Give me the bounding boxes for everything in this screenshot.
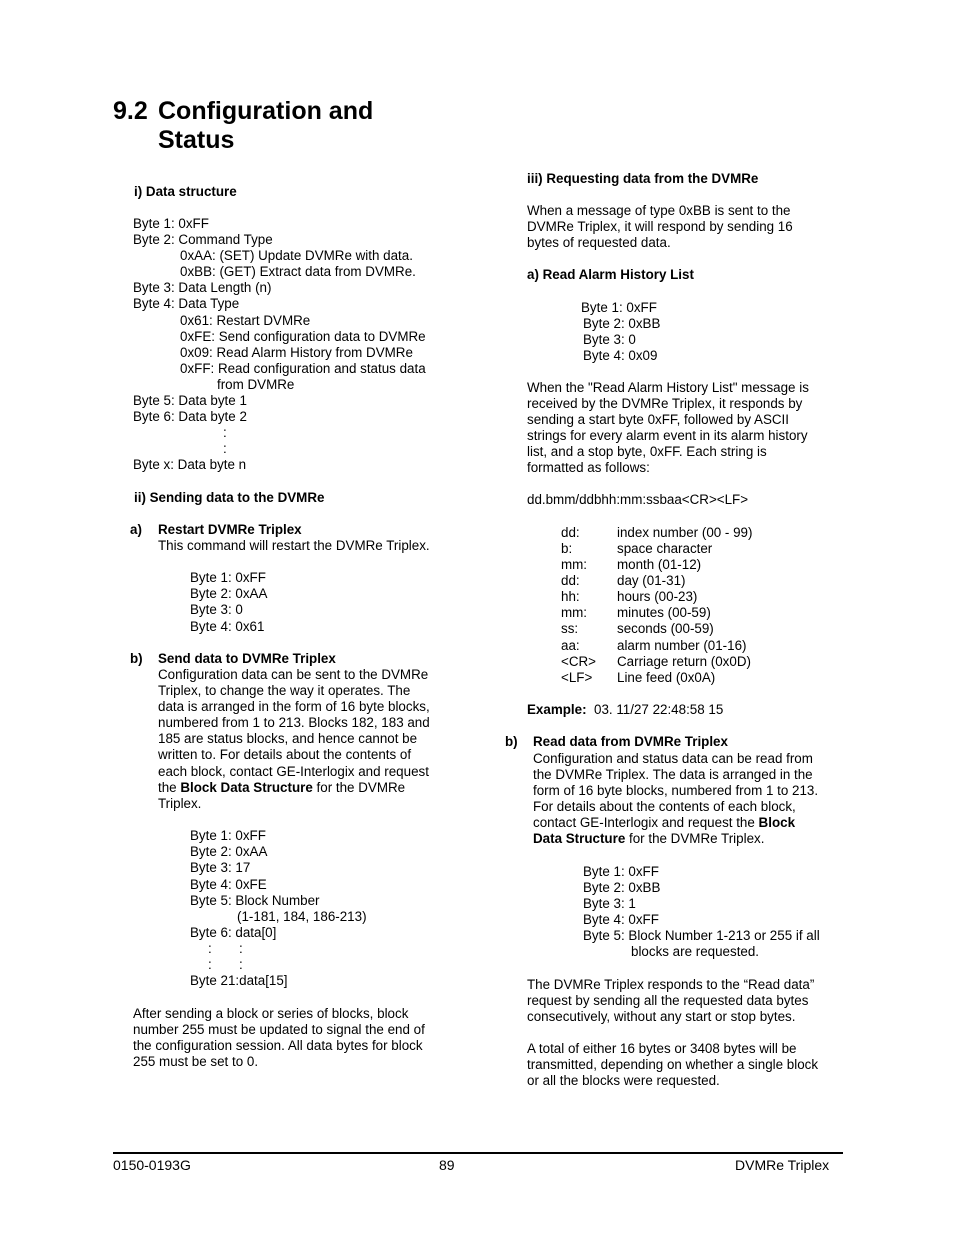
byte-line: Byte 1: 0xFF [581, 300, 657, 315]
byte-line: Byte 5: Data byte 1 [133, 393, 247, 408]
list-label: b) [505, 734, 518, 749]
byte-line: Byte 2: 0xAA [190, 844, 268, 859]
read-data-heading: Read data from DVMRe Triplex [533, 734, 728, 749]
footer-product: DVMRe Triplex [735, 1157, 830, 1173]
byte-line: Byte 5: Block Number 1-213 or 255 if all [583, 928, 820, 943]
sending-data-heading: ii) Sending data to the DVMRe [134, 490, 325, 505]
paragraph-line [158, 780, 405, 796]
paragraph-line: consecutively, without any start or stop bytes. [527, 1009, 796, 1024]
paragraph-line: written to. For details about the contents of [158, 747, 412, 762]
field-desc: hours (00-23) [617, 589, 698, 604]
byte-line: Byte 1: 0xFF [583, 864, 659, 879]
paragraph-line: The DVMRe Triplex responds to the “Read data” [527, 977, 815, 992]
byte-line: Byte 21:data[15] [190, 973, 288, 988]
paragraph-line: strings for every alarm event in its alarm history [527, 428, 808, 443]
ellipsis: : [239, 957, 243, 972]
field-desc: minutes (00-59) [617, 605, 711, 620]
byte-line: Byte 3: 17 [190, 860, 251, 875]
data-structure-heading: i) Data structure [134, 184, 237, 199]
list-label: b) [130, 651, 143, 666]
paragraph-line: numbered from 1 to 213. Blocks 182, 183 and [158, 715, 430, 730]
restart-heading: Restart DVMRe Triplex [158, 522, 302, 537]
section-number: 9.2 [113, 97, 148, 125]
byte-option: 0x61: Restart DVMRe [180, 313, 311, 328]
bold-term: Block [758, 815, 796, 830]
footer-page-number: 89 [439, 1157, 455, 1173]
byte-option-cont: from DVMRe [217, 377, 295, 392]
paragraph-line [533, 831, 764, 847]
byte-line: Byte 6: data[0] [190, 925, 277, 940]
byte-option: 0xFE: Send configuration data to DVMRe [180, 329, 426, 344]
text-run: for the DVMRe [312, 780, 406, 795]
read-alarm-heading: a) Read Alarm History List [527, 267, 694, 282]
field-desc: Carriage return (0x0D) [617, 654, 751, 669]
paragraph-line [533, 815, 795, 831]
paragraph-line: or all the blocks were requested. [527, 1073, 720, 1088]
paragraph-line: Triplex, to change the way it operates. The [158, 683, 411, 698]
ellipsis: : [223, 441, 227, 456]
paragraph-line: the configuration session. All data bytes for block [133, 1038, 423, 1053]
paragraph-line: After sending a block or series of blocks, block [133, 1006, 409, 1021]
paragraph-line: 185 are status blocks, and hence cannot be [158, 731, 418, 746]
text-run: contact GE-Interlogix and request the [533, 815, 759, 830]
paragraph-line: DVMRe Triplex, it will respond by sending 16 [527, 219, 793, 234]
list-label: a) [130, 522, 142, 537]
byte-line: Byte 4: Data Type [133, 296, 240, 311]
example-value: 03. 11/27 22:48:58 15 [594, 702, 724, 717]
requesting-data-heading: iii) Requesting data from the DVMRe [527, 171, 759, 186]
field-key: hh: [561, 589, 580, 604]
field-key: mm: [561, 605, 588, 620]
paragraph-line: each block, contact GE-Interlogix and request [158, 764, 429, 779]
field-key: aa: [561, 638, 580, 653]
byte-line: Byte 4: 0x09 [583, 348, 658, 363]
byte-option: 0xFF: Read configuration and status data [180, 361, 426, 376]
byte-line-cont: blocks are requested. [631, 944, 760, 959]
byte-line: Byte 2: Command Type [133, 232, 273, 247]
byte-line: Byte 2: 0xBB [583, 316, 661, 331]
footer-rule [113, 1152, 843, 1154]
example-label: Example: [527, 702, 587, 717]
byte-line: Byte 5: Block Number [190, 893, 320, 908]
field-desc: day (01-31) [617, 573, 686, 588]
field-desc: Line feed (0x0A) [617, 670, 716, 685]
field-key: dd: [561, 525, 580, 540]
bold-term: Data Structure [533, 831, 626, 846]
bold-term: Block Data Structure [180, 780, 313, 795]
byte-line: Byte 1: 0xFF [133, 216, 209, 231]
ellipsis: : [223, 425, 227, 440]
paragraph-line: When the "Read Alarm History List" message is [527, 380, 809, 395]
byte-line: Byte 3: 0 [190, 602, 243, 617]
paragraph-line: received by the DVMRe Triplex, it responds by [527, 396, 803, 411]
block-range: (1-181, 184, 186-213) [237, 909, 367, 924]
byte-line: Byte 3: 1 [583, 896, 636, 911]
byte-option: 0xAA: (SET) Update DVMRe with data. [180, 248, 413, 263]
paragraph-line: Triplex. [158, 796, 202, 811]
byte-line: Byte 2: 0xBB [583, 880, 661, 895]
paragraph-line: 255 must be set to 0. [133, 1054, 259, 1069]
field-key: b: [561, 541, 573, 556]
paragraph-line: data is arranged in the form of 16 byte blocks, [158, 699, 430, 714]
text-run: for the DVMRe Triplex. [625, 831, 765, 846]
send-data-heading: Send data to DVMRe Triplex [158, 651, 336, 666]
byte-option: 0xBB: (GET) Extract data from DVMRe. [180, 264, 416, 279]
byte-line: Byte 4: 0xFE [190, 877, 267, 892]
byte-line: Byte 4: 0x61 [190, 619, 265, 634]
page-title [113, 97, 373, 155]
paragraph-line: form of 16 byte blocks, numbered from 1 to 213. [533, 783, 819, 798]
restart-description: This command will restart the DVMRe Triplex. [158, 538, 430, 553]
field-desc: index number (00 - 99) [617, 525, 753, 540]
field-key: ss: [561, 621, 579, 636]
paragraph-line: Configuration data can be sent to the DVMRe [158, 667, 429, 682]
paragraph-line: list, and a stop byte, 0xFF. Each string is [527, 444, 767, 459]
field-desc: space character [617, 541, 713, 556]
paragraph-line: For details about the contents of each block, [533, 799, 796, 814]
byte-line: Byte 3: Data Length (n) [133, 280, 272, 295]
field-desc: alarm number (01-16) [617, 638, 747, 653]
field-key: <CR> [561, 654, 596, 669]
byte-line: Byte 1: 0xFF [190, 828, 266, 843]
paragraph-line: When a message of type 0xBB is sent to the [527, 203, 791, 218]
paragraph-line: bytes of requested data. [527, 235, 671, 250]
ellipsis: : [208, 957, 212, 972]
paragraph-line: transmitted, depending on whether a single block [527, 1057, 819, 1072]
byte-option: 0x09: Read Alarm History from DVMRe [180, 345, 413, 360]
byte-line: Byte 4: 0xFF [583, 912, 659, 927]
paragraph-line: the DVMRe Triplex. The data is arranged in the [533, 767, 813, 782]
byte-line: Byte 2: 0xAA [190, 586, 268, 601]
field-desc: seconds (00-59) [617, 621, 714, 636]
byte-line: Byte 3: 0 [583, 332, 636, 347]
ellipsis: : [208, 941, 212, 956]
byte-line: Byte 6: Data byte 2 [133, 409, 247, 424]
paragraph-line: Configuration and status data can be read from [533, 751, 813, 766]
field-key: dd: [561, 573, 580, 588]
field-key: <LF> [561, 670, 593, 685]
field-desc: month (01-12) [617, 557, 702, 572]
byte-line: Byte 1: 0xFF [190, 570, 266, 585]
paragraph-line: sending a start byte 0xFF, followed by ASCII [527, 412, 789, 427]
footer-doc-number: 0150-0193G [113, 1157, 191, 1173]
field-key: mm: [561, 557, 588, 572]
paragraph-line: number 255 must be updated to signal the end of [133, 1022, 425, 1037]
paragraph-line: request by sending all the requested data bytes [527, 993, 809, 1008]
title-line-1: Configuration and [158, 97, 374, 125]
paragraph-line: A total of either 16 bytes or 3408 bytes will be [527, 1041, 797, 1056]
ellipsis: : [239, 941, 243, 956]
paragraph-line: formatted as follows: [527, 460, 650, 475]
byte-line: Byte x: Data byte n [133, 457, 247, 472]
title-line-2: Status [158, 126, 235, 154]
format-string: dd.bmm/ddbhh:mm:ssbaa<CR><LF> [527, 492, 749, 507]
text-run: the [158, 780, 181, 795]
example-line [527, 702, 723, 718]
